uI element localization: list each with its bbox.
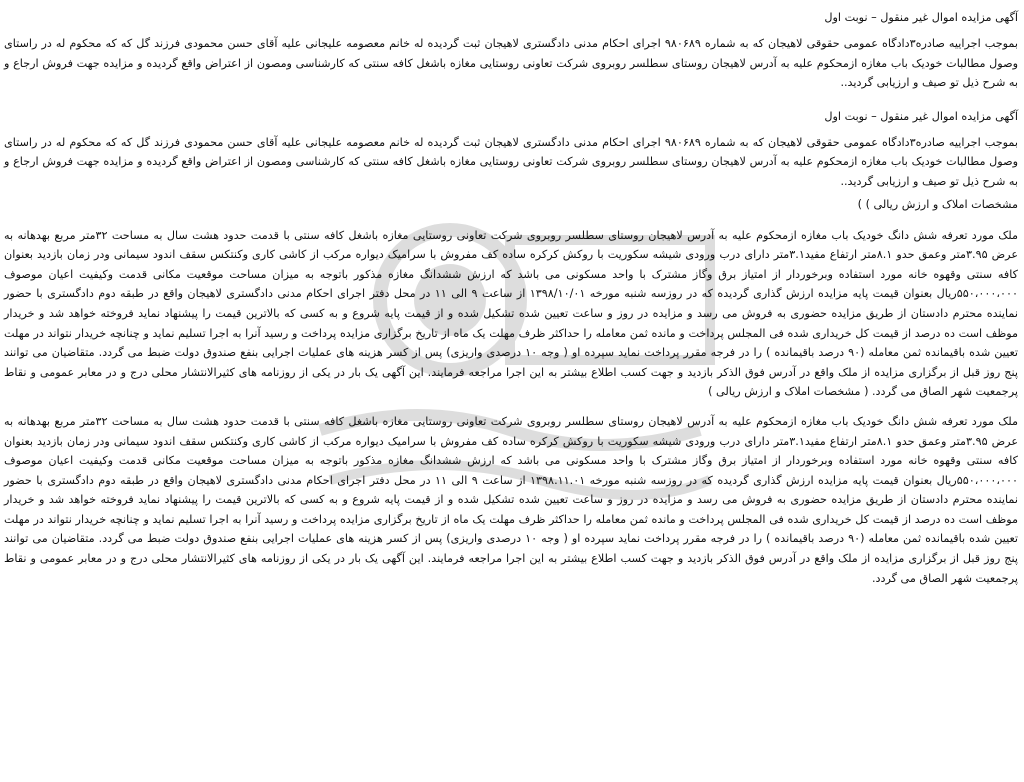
notice-1-title: آگهی مزایده اموال غیر منقول – نوبت اول	[824, 11, 1018, 24]
spacer	[4, 218, 1018, 226]
document-page	[4, 2, 1018, 780]
specs-heading: مشخصات املاک و ارزش ریالی ) )	[857, 197, 1018, 211]
property-paragraph-2: ملک مورد تعرفه شش دانگ خودیک باب مغازه ازمحکوم علیه به آدرس لاهیجان روستای سطلسر روبروی شرکت تعاونی روستایی مغازه باشغل کافه سنتی با قدمت حدود هشت سال به مساحت ۳۲متر مربع بهدهانه به عرض ۳.۹۵متر وعمق حدو ۸.۱متر ارتفاع مفید۳.۱متر دارای درب ورودی شیشه سکوریت با روکش کرکره ساده کف مفروش با سرامیک دیواره مرکب از کاشی کاری وکنتکس سقف اندود سیمانی ودر زمان بازدید بعنوان کافه سنتی وقهوه خانه مورد استفاده وبرخوردار از امتیاز برق وگاز مشترک با واحد مسکونی می باشد که ارزش ششدانگ مغازه مذکور باتوجه به میزان مساحت موقعیت مکانی قدمت وکیفیت اعیان موصوف ۵۵۰،۰۰۰،۰۰۰ریال بعنوان قیمت پایه مزایده ارزش گذاری گردیده که در روزسه شنبه مورخه ۱۳۹۸.۱۱.۰۱ از ساعت ۹ الی ۱۱ در محل دفتر اجرای احکام مدنی دادگستری لاهیجان واقع در طبقه دوم دادگستری با حضور نماینده محترم دادستان از طریق مزایده حضوری به فروش می رسد و مزایده در روز و ساعت تعیین شده تشکیل شده و از قیمت پایه شروع و به کسی که بالاترین قیمت را پیشنهاد نماید فروخته خواهد شد و خریدار موظف است ده درصد از قیمت کل خریداری شده فی المجلس پرداخت و مانده ثمن معامله را حداکثر ظرف مهلت یک ماه از تاریخ برگزاری مزایده پرداخت و رسید آنرا به اجرا تسلیم نماید و چنانچه خریدار نتواند در مهلت تعیین شده باقیمانده ثمن معامله (۹۰ درصد باقیمانده ) را در فرجه مقرر پرداخت نماید سپرده او ( وجه ۱۰ درصدی واریزی) پس از کسر هزینه های عملیات اجرایی بنفع صندوق دولت ضبط می گردد. متقاضیان می توانند پنج روز قبل از برگزاری مزایده از ملک واقع در آدرس فوق الذکر بازدید و جهت کسب اطلاع بیشتر به این اجرا مراجعه فرمایند. این آگهی یک بار در یکی از روزنامه های کثیرالانتشار محلی درج و در معابر عمومی و نقاط پرجمعیت شهر الصاق می گردد.	[4, 414, 1019, 585]
notice-1-body: بموجب اجراییه صادره۳دادگاه عمومی حقوقی لاهیجان که به شماره ۹۸۰۶۸۹ اجرای احکام مدنی دادگستری لاهیجان ثبت گردیده له خانم معصومه علیجانی علیه آقای حسن محمودی فرزند گل که که محکوم له در راستای وصول مطالبات خودیک باب مغازه ازمحکوم علیه به آدرس لاهیجان روستای سطلسر روبروی شرکت تعاونی روستایی مغازه باشغل کافه سنتی که کارشناسی ومصون از اعتراض واقع گردیده و مزایده جهت فروش ارجاع و به شرح ذیل تو صیف و ارزیابی گردید..	[4, 37, 1018, 90]
property-paragraph-1: ملک مورد تعرفه شش دانگ خودیک باب مغازه ازمحکوم علیه به آدرس لاهیجان روستای سطلسر روبروی شرکت تعاونی روستایی مغازه باشغل کافه سنتی با قدمت حدود هشت سال به مساحت ۳۲متر مربع بهدهانه به عرض ۳.۹۵متر وعمق حدو ۸.۱متر ارتفاع مفید۳.۱متر دارای درب ورودی شیشه سکوریت با روکش کرکره ساده کف مفروش با سرامیک دیواره مرکب از کاشی کاری وکنتکس سقف اندود سیمانی ودر زمان بازدید بعنوان کافه سنتی وقهوه خانه مورد استفاده وبرخوردار از امتیاز برق وگاز مشترک با واحد مسکونی می باشد که ارزش ششدانگ مغازه مذکور باتوجه به میزان مساحت موقعیت مکانی قدمت وکیفیت اعیان موصوف ۵۵۰،۰۰۰،۰۰۰ریال بعنوان قیمت پایه مزایده ارزش گذاری گردیده که در روزسه شنبه مورخه ۱۳۹۸/۱۰/۰۱ از ساعت ۹ الی ۱۱ در محل دفتر اجرای احکام مدنی دادگستری لاهیجان واقع در طبقه دوم دادگستری با حضور نماینده محترم دادستان از طریق مزایده حضوری به فروش می رسد و مزایده در روز و ساعت تعیین شده تشکیل شده و از قیمت پایه شروع و به کسی که بالاترین قیمت را پیشنهاد نماید فروخته خواهد شد و خریدار موظف است ده درصد از قیمت کل خریداری شده فی المجلس پرداخت و مانده ثمن معامله را حداکثر ظرف مهلت یک ماه از تاریخ برگزاری مزایده پرداخت و رسید آنرا به اجرا تسلیم نماید و چنانچه خریدار نتواند در مهلت تعیین شده باقیمانده ثمن معامله (۹۰ درصد باقیمانده ) را در فرجه مقرر پرداخت نماید سپرده او ( وجه ۱۰ درصدی واریزی) پس از کسر هزینه های عملیات اجرایی بنفع صندوق دولت ضبط می گردد. متقاضیان می توانند پنج روز قبل از برگزاری مزایده از ملک واقع در آدرس فوق الذکر بازدید و جهت کسب اطلاع بیشتر به این اجرا مراجعه فرمایند. این آگهی یک بار در یکی از روزنامه های کثیرالانتشار محلی درج و در معابر عمومی و نقاط پرجمعیت شهر الصاق می گردد. ( مشخصات املاک و ارزش ریالی )	[4, 228, 1019, 399]
notice-2-title: آگهی مزایده اموال غیر منقول – نوبت اول	[824, 109, 1018, 123]
notice-2-body: بموجب اجراییه صادره۳دادگاه عمومی حقوقی لاهیجان که به شماره ۹۸۰۶۸۹ اجرای احکام مدنی دادگستری لاهیجان ثبت گردیده له خانم معصومه علیجانی علیه آقای حسن محمودی فرزند گل که که محکوم له در راستای وصول مطالبات خودیک باب مغازه ازمحکوم علیه به آدرس لاهیجان روستای سطلسر روبروی شرکت تعاونی روستایی مغازه باشغل کافه سنتی که کارشناسی ومصون از اعتراض واقع گردیده و مزایده جهت فروش ارجاع و به شرح ذیل تو صیف و ارزیابی گردید..	[4, 135, 1018, 188]
spacer	[4, 402, 1018, 412]
spacer	[4, 93, 1018, 101]
